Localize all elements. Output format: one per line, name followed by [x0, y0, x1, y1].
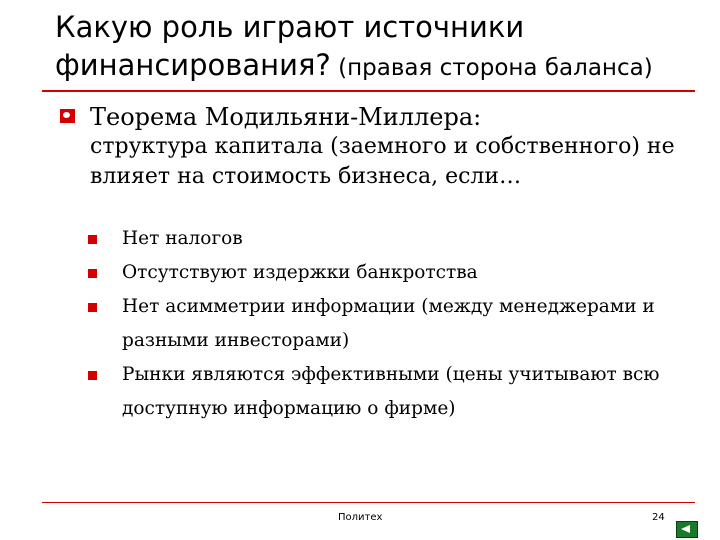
sub-bullet [86, 290, 696, 358]
title-main: финансирования? [55, 48, 331, 82]
square-bullet-icon [88, 371, 97, 380]
bullet-body: структура капитала (заемного и собственного) не влияет на стоимость бизнеса, если… [90, 134, 675, 189]
sub-bullet-list [86, 222, 696, 426]
main-bullet [60, 102, 710, 192]
footer-name: Политех [338, 512, 383, 523]
back-arrow-icon[interactable] [676, 521, 698, 538]
sub-bullet-text: Отсутствуют издержки банкротства [122, 262, 478, 283]
arrow-glyph [681, 525, 690, 533]
square-bullet-icon [88, 235, 97, 244]
sub-bullet-text: Нет асимметрии информации (между менеджерами и разными инвесторами) [122, 296, 655, 351]
footer-divider [42, 502, 695, 503]
sub-bullet-text: Рынки являются эффективными (цены учитывают всю доступную информацию о фирме) [122, 364, 660, 419]
bullet-heading: Теорема Модильяни-Миллера: [90, 103, 482, 131]
bullet-heading-row [60, 102, 710, 132]
square-bullet-icon [88, 269, 97, 278]
slide-title [55, 8, 705, 87]
square-bullet-icon [88, 303, 97, 312]
sub-bullet [86, 222, 696, 256]
title-subtitle: (правая сторона баланса) [330, 55, 653, 81]
sub-bullet [86, 358, 696, 426]
sub-bullet [86, 256, 696, 290]
q-box-icon [60, 109, 75, 123]
title-divider [42, 90, 695, 92]
page-number: 24 [652, 512, 665, 523]
title-line-2 [55, 46, 705, 87]
title-line-1: Какую роль играют источники [55, 10, 525, 44]
sub-bullet-text: Нет налогов [122, 228, 243, 249]
